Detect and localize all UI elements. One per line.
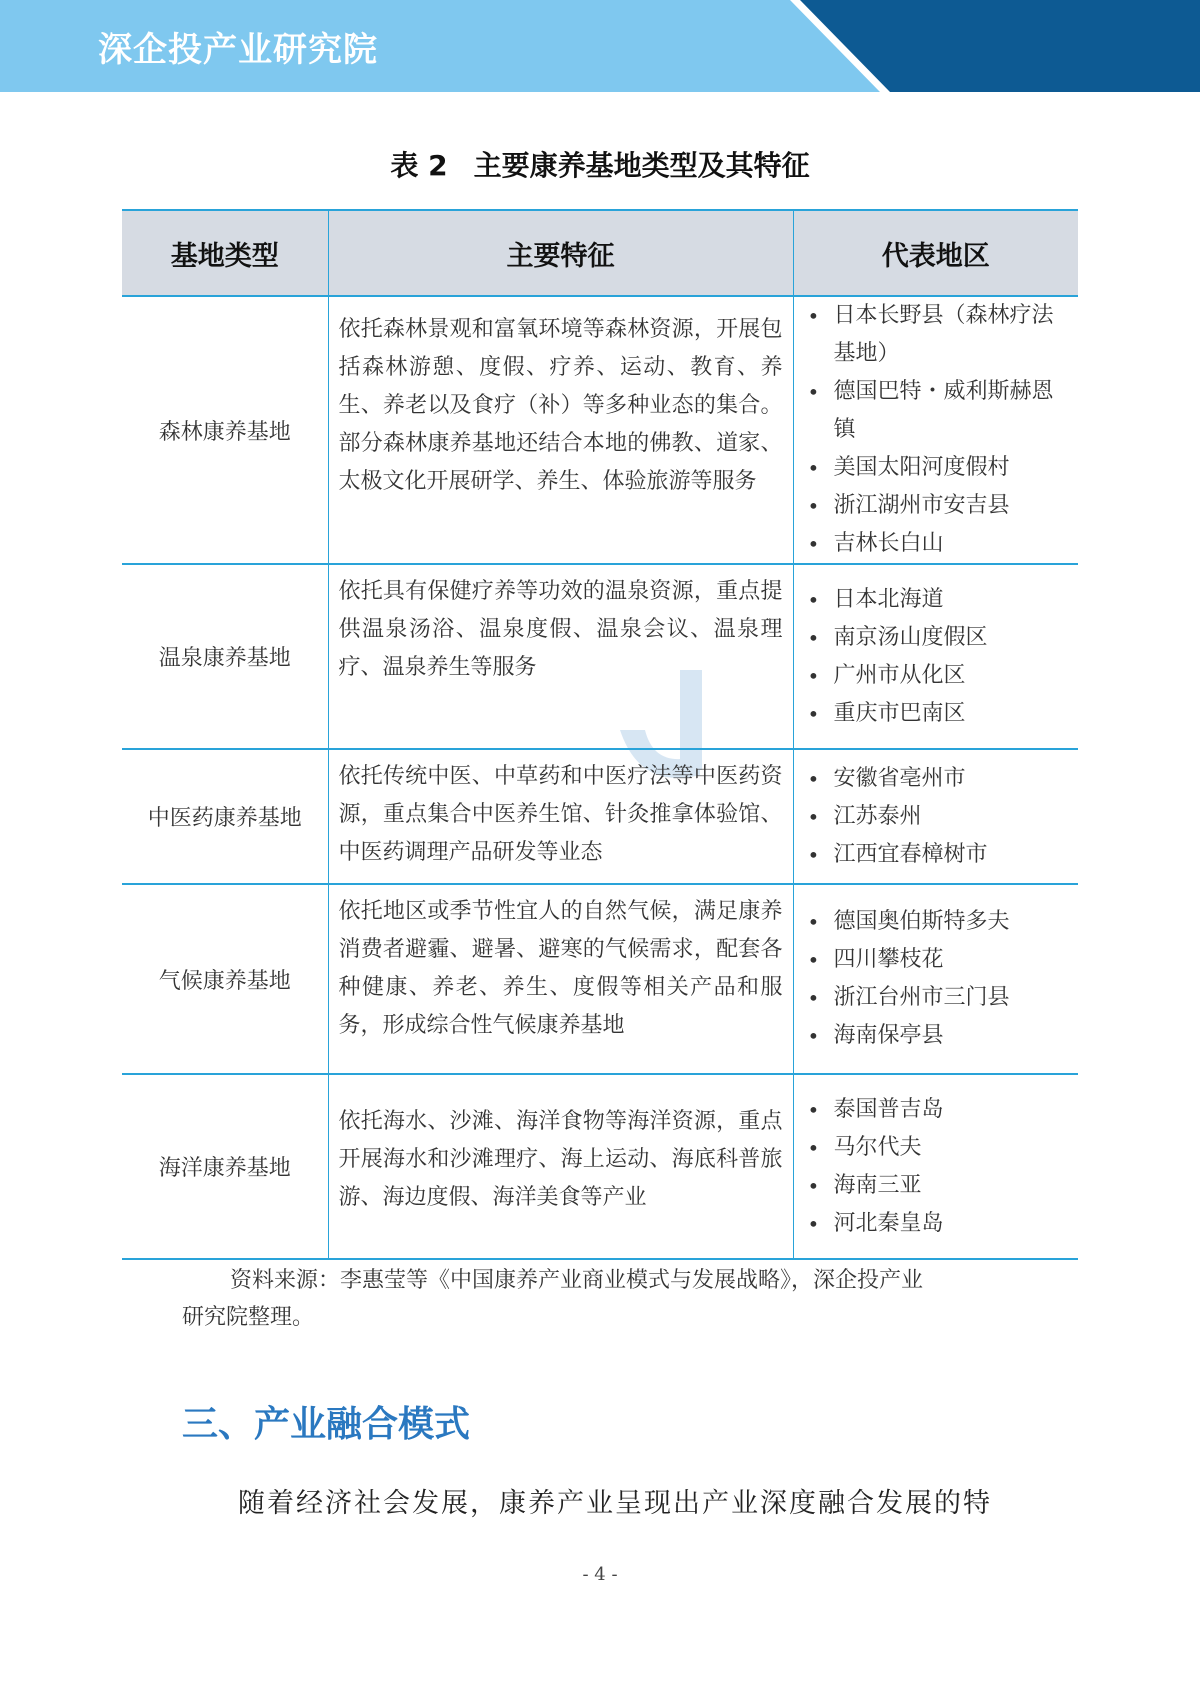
cell-feature: 依托地区或季节性宜人的自然气候，满足康养消费者避霾、避暑、避寒的气候需求，配套各种健康、养老、养生、度假等相关产品和服务，形成综合性气候康养基地 [328,884,793,1074]
region-item: • 美国太阳河度假村 [807,455,1010,480]
table-row [122,884,1078,1074]
header-feature: 主要特征 [328,210,793,296]
section-heading: 三、产业融合模式 [182,1404,471,1445]
region-item: • 海南保亭县 [807,1023,944,1048]
page-number: - 4 - [582,1564,618,1585]
cell-feature: 依托具有保健疗养等功效的温泉资源，重点提供温泉汤浴、温泉度假、温泉会议、温泉理疗、温泉养生等服务 [328,564,793,749]
cell-type: 中医药康养基地 [122,749,328,884]
table-row [122,296,1078,564]
header-type: 基地类型 [122,210,328,296]
cell-regions [793,296,1078,564]
table-row [122,749,1078,884]
table-header-row [122,210,1078,296]
region-item: • 浙江台州市三门县 [807,985,1010,1010]
table-number: 表 2 [390,149,448,182]
cell-regions [793,564,1078,749]
table-row [122,1074,1078,1259]
base-types-table [122,209,1078,1260]
region-item: • 德国奥伯斯特多夫 [807,909,1010,934]
cell-type: 森林康养基地 [122,296,328,564]
table-title-text: 主要康养基地类型及其特征 [473,149,810,182]
region-item: • 四川攀枝花 [807,947,944,972]
region-item: • 日本北海道 [807,586,944,612]
region-item: • 吉林长白山 [807,531,944,556]
table-row [122,564,1078,749]
cell-type: 气候康养基地 [122,884,328,1074]
region-item: • 浙江湖州市安吉县 [807,493,1010,518]
source-note: 资料来源：李惠莹等《中国康养产业商业模式与发展战略》，深企投产业 [230,1268,924,1293]
region-item: • 河北秦皇岛 [807,1210,944,1236]
cell-type: 温泉康养基地 [122,564,328,749]
cell-regions [793,1074,1078,1259]
region-item: • 日本长野县（森林疗法基地） [807,303,1054,366]
body-paragraph: 随着经济社会发展，康养产业呈现出产业深度融合发展的特 [238,1488,992,1519]
brand-name: 深企投产业研究院 [98,30,378,70]
region-item: • 安徽省亳州市 [807,765,966,791]
region-item: • 海南三亚 [807,1172,922,1198]
region-item: • 江苏泰州 [807,803,922,829]
region-item: • 德国巴特・威利斯赫恩镇 [807,379,1054,442]
region-item: • 江西宜春樟树市 [807,841,988,867]
region-item: • 泰国普吉岛 [807,1096,944,1122]
cell-regions [793,749,1078,884]
source-note-cont: 研究院整理。 [182,1305,315,1330]
table-title [0,144,1200,184]
page-header [0,0,1200,92]
header-region: 代表地区 [793,210,1078,296]
region-item: • 广州市从化区 [807,662,966,688]
cell-feature: 依托传统中医、中草药和中医疗法等中医药资源，重点集合中医养生馆、针灸推拿体验馆、中医药调理产品研发等业态 [328,749,793,884]
cell-feature: 依托森林景观和富氧环境等森林资源，开展包括森林游憩、度假、疗养、运动、教育、养生、养老以及食疗（补）等多种业态的集合。部分森林康养基地还结合本地的佛教、道家、太极文化开展研学、养生、体验旅游等服务 [328,296,793,564]
cell-type: 海洋康养基地 [122,1074,328,1259]
region-item: • 重庆市巴南区 [807,700,966,726]
cell-feature: 依托海水、沙滩、海洋食物等海洋资源，重点开展海水和沙滩理疗、海上运动、海底科普旅游、海边度假、海洋美食等产业 [328,1074,793,1259]
region-item: • 马尔代夫 [807,1134,922,1160]
region-item: • 南京汤山度假区 [807,624,988,650]
cell-regions [793,884,1078,1074]
